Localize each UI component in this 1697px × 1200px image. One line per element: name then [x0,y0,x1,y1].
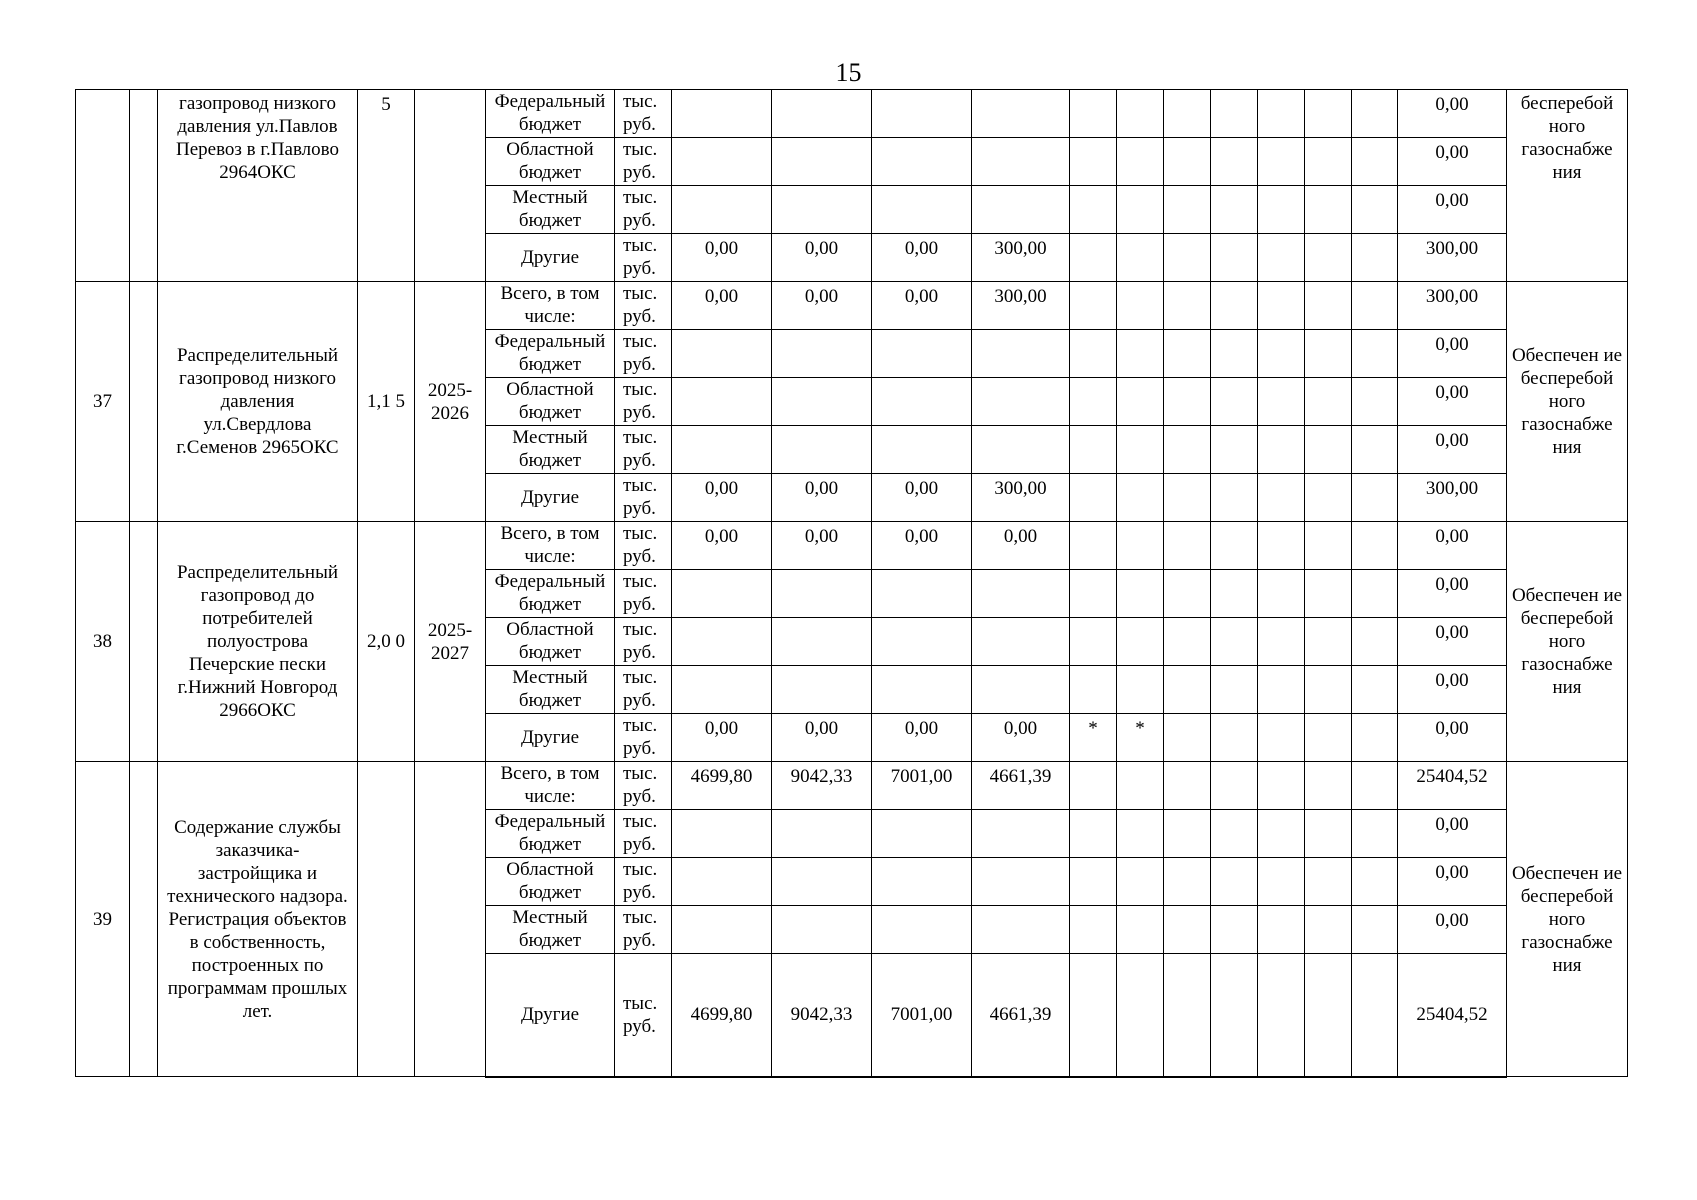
empty-cell [1258,474,1305,522]
amount-cell: 0,00 [672,234,772,282]
empty-cell [1352,330,1398,378]
funding-source: Местный бюджет [486,426,615,474]
unit-cell: тыс. руб. [615,186,672,234]
amount-cell: 0,00 [872,474,972,522]
marker-cell: * [1070,714,1117,762]
total-cell: 0,00 [1398,810,1507,858]
empty-cell [1352,378,1398,426]
empty-cell [1164,666,1211,714]
funding-source: Всего, в том числе: [486,282,615,330]
empty-cell [1352,714,1398,762]
unit-cell: тыс. руб. [615,474,672,522]
marker-cell [1070,474,1117,522]
amount-cell: 0,00 [672,474,772,522]
amount-cell [972,906,1070,954]
empty-cell [1164,954,1211,1077]
amount-cell: 9042,33 [772,954,872,1077]
period-cell: 2025- 2026 [415,282,486,522]
amount-cell [972,186,1070,234]
empty-cell [1305,954,1352,1077]
page-number: 15 [835,58,862,87]
empty-cell [1352,618,1398,666]
empty-cell [1305,810,1352,858]
funding-source: Областной бюджет [486,618,615,666]
empty-cell [1211,138,1258,186]
row-number [76,90,130,282]
empty-cell [1211,378,1258,426]
empty-cell [1211,618,1258,666]
empty-cell [1258,522,1305,570]
empty-cell [1164,858,1211,906]
marker-cell [1117,762,1164,810]
unit-cell: тыс. руб. [615,762,672,810]
empty-cell [1258,762,1305,810]
marker-cell [1117,138,1164,186]
marker-cell [1070,234,1117,282]
empty-cell [1352,666,1398,714]
table-row [76,522,1628,570]
funding-source: Областной бюджет [486,858,615,906]
marker-cell [1070,378,1117,426]
amount-cell: 4661,39 [972,762,1070,810]
object-name: Распределительный газопровод до потребителей полуострова Печерские пески г.Нижний Новгород 2966ОКС [158,522,358,762]
marker-cell [1117,330,1164,378]
amount-cell [872,90,972,138]
amount-cell [972,570,1070,618]
row-number: 37 [76,282,130,522]
empty-cell [1305,570,1352,618]
unit-cell: тыс. руб. [615,234,672,282]
empty-cell [1305,330,1352,378]
row-number: 38 [76,522,130,762]
empty-cell [1211,234,1258,282]
empty-cell [1211,522,1258,570]
marker-cell [1070,906,1117,954]
funding-source: Местный бюджет [486,906,615,954]
empty-cell [1258,810,1305,858]
amount-cell [872,906,972,954]
empty-cell [1352,810,1398,858]
total-cell: 0,00 [1398,138,1507,186]
empty-cell [1258,954,1305,1077]
funding-source: Местный бюджет [486,186,615,234]
total-cell: 25404,52 [1398,762,1507,810]
marker-cell [1117,522,1164,570]
amount-cell [872,138,972,186]
empty-cell [1305,378,1352,426]
funding-source: Всего, в том числе: [486,762,615,810]
empty-cell [1164,138,1211,186]
marker-cell [1117,282,1164,330]
amount-cell: 0,00 [772,714,872,762]
marker-cell [1117,426,1164,474]
period-cell [415,90,486,282]
blank-cell [130,282,158,522]
empty-cell [1258,90,1305,138]
empty-cell [1258,378,1305,426]
table-row [76,762,1628,810]
amount-cell: 300,00 [972,474,1070,522]
amount-cell: 0,00 [872,282,972,330]
funding-source: Другие [486,234,615,282]
amount-cell [872,426,972,474]
unit-cell: тыс. руб. [615,90,672,138]
funding-source: Другие [486,954,615,1077]
empty-cell [1352,426,1398,474]
amount-cell [972,138,1070,186]
amount-cell: 0,00 [672,282,772,330]
empty-cell [1352,186,1398,234]
empty-cell [1211,186,1258,234]
amount-cell: 0,00 [872,234,972,282]
empty-cell [1352,858,1398,906]
amount-cell [872,810,972,858]
empty-cell [1211,426,1258,474]
empty-cell [1305,666,1352,714]
amount-cell [972,330,1070,378]
marker-cell [1070,282,1117,330]
amount-cell: 4699,80 [672,954,772,1077]
empty-cell [1164,762,1211,810]
total-cell: 0,00 [1398,426,1507,474]
total-cell: 0,00 [1398,522,1507,570]
blank-cell [130,522,158,762]
total-cell: 0,00 [1398,906,1507,954]
empty-cell [1305,522,1352,570]
marker-cell [1117,906,1164,954]
amount-cell: 0,00 [872,714,972,762]
empty-cell [1211,762,1258,810]
amount-cell [672,378,772,426]
empty-cell [1305,426,1352,474]
empty-cell [1164,906,1211,954]
amount-cell: 0,00 [872,522,972,570]
empty-cell [1305,762,1352,810]
empty-cell [1164,570,1211,618]
empty-cell [1164,522,1211,570]
empty-cell [1305,714,1352,762]
amount-cell: 7001,00 [872,762,972,810]
amount-cell [672,570,772,618]
object-name: Содержание службы заказчика- застройщика и технического надзора. Регистрация объектов в собственность, построенных по программам прошлых лет. [158,762,358,1077]
marker-cell [1070,90,1117,138]
unit-cell: тыс. руб. [615,954,672,1077]
amount-cell [872,378,972,426]
marker-cell [1070,138,1117,186]
unit-cell: тыс. руб. [615,810,672,858]
amount-cell: 0,00 [672,714,772,762]
marker-cell [1117,474,1164,522]
total-cell: 25404,52 [1398,954,1507,1077]
amount-cell [972,426,1070,474]
result-cell: Обеспечен ие бесперебой ного газоснабже ния [1507,282,1628,522]
funding-source: Областной бюджет [486,138,615,186]
result-cell: Обеспечен ие бесперебой ного газоснабже ния [1507,762,1628,1077]
empty-cell [1211,906,1258,954]
result-cell: бесперебой ного газоснабже ния [1507,90,1628,282]
table-row [76,282,1628,330]
empty-cell [1352,906,1398,954]
empty-cell [1211,858,1258,906]
table-body [76,90,1628,1077]
empty-cell [1305,282,1352,330]
empty-cell [1352,570,1398,618]
empty-cell [1305,90,1352,138]
amount-cell [772,138,872,186]
marker-cell [1117,618,1164,666]
empty-cell [1164,90,1211,138]
length-cell: 1,1 5 [358,282,415,522]
amount-cell: 0,00 [772,234,872,282]
period-cell [415,762,486,1077]
total-cell: 0,00 [1398,714,1507,762]
empty-cell [1258,330,1305,378]
empty-cell [1211,570,1258,618]
empty-cell [1164,426,1211,474]
funding-source: Федеральный бюджет [486,810,615,858]
amount-cell [972,378,1070,426]
marker-cell [1070,666,1117,714]
unit-cell: тыс. руб. [615,330,672,378]
amount-cell [972,858,1070,906]
empty-cell [1258,570,1305,618]
empty-cell [1258,186,1305,234]
empty-cell [1305,186,1352,234]
total-cell: 300,00 [1398,474,1507,522]
amount-cell [872,570,972,618]
unit-cell: тыс. руб. [615,666,672,714]
amount-cell: 300,00 [972,282,1070,330]
empty-cell [1258,858,1305,906]
funding-table [75,89,1628,1078]
funding-source: Другие [486,474,615,522]
total-cell: 0,00 [1398,90,1507,138]
amount-cell: 300,00 [972,234,1070,282]
result-cell: Обеспечен ие бесперебой ного газоснабже ния [1507,522,1628,762]
empty-cell [1211,666,1258,714]
empty-cell [1258,618,1305,666]
amount-cell: 4699,80 [672,762,772,810]
empty-cell [1211,810,1258,858]
amount-cell: 0,00 [772,282,872,330]
empty-cell [1352,234,1398,282]
total-cell: 0,00 [1398,858,1507,906]
empty-cell [1352,282,1398,330]
amount-cell [672,618,772,666]
funding-source: Федеральный бюджет [486,570,615,618]
empty-cell [1352,762,1398,810]
empty-cell [1211,330,1258,378]
marker-cell [1070,858,1117,906]
marker-cell [1117,810,1164,858]
empty-cell [1258,714,1305,762]
empty-cell [1258,138,1305,186]
row-number: 39 [76,762,130,1077]
empty-cell [1211,282,1258,330]
marker-cell [1070,426,1117,474]
total-cell: 0,00 [1398,570,1507,618]
amount-cell [972,90,1070,138]
empty-cell [1164,474,1211,522]
funding-source: Всего, в том числе: [486,522,615,570]
funding-source: Местный бюджет [486,666,615,714]
unit-cell: тыс. руб. [615,426,672,474]
unit-cell: тыс. руб. [615,714,672,762]
funding-source: Федеральный бюджет [486,330,615,378]
marker-cell [1070,186,1117,234]
amount-cell [672,90,772,138]
table-row [76,90,1628,138]
funding-source: Федеральный бюджет [486,90,615,138]
empty-cell [1352,954,1398,1077]
amount-cell [672,858,772,906]
amount-cell [872,666,972,714]
marker-cell [1117,570,1164,618]
empty-cell [1305,138,1352,186]
marker-cell [1070,762,1117,810]
amount-cell [772,90,872,138]
empty-cell [1305,618,1352,666]
marker-cell [1070,954,1117,1077]
empty-cell [1164,330,1211,378]
marker-cell [1070,618,1117,666]
unit-cell: тыс. руб. [615,282,672,330]
unit-cell: тыс. руб. [615,906,672,954]
amount-cell [872,858,972,906]
unit-cell: тыс. руб. [615,618,672,666]
amount-cell [872,186,972,234]
amount-cell [972,618,1070,666]
empty-cell [1164,810,1211,858]
total-cell: 0,00 [1398,618,1507,666]
unit-cell: тыс. руб. [615,138,672,186]
empty-cell [1258,906,1305,954]
amount-cell [972,666,1070,714]
marker-cell: * [1117,714,1164,762]
unit-cell: тыс. руб. [615,522,672,570]
amount-cell: 0,00 [772,474,872,522]
empty-cell [1305,858,1352,906]
empty-cell [1164,378,1211,426]
total-cell: 300,00 [1398,234,1507,282]
amount-cell [672,186,772,234]
amount-cell: 0,00 [772,522,872,570]
amount-cell [672,330,772,378]
amount-cell [772,906,872,954]
unit-cell: тыс. руб. [615,570,672,618]
empty-cell [1352,138,1398,186]
unit-cell: тыс. руб. [615,378,672,426]
funding-source: Другие [486,714,615,762]
length-cell [358,762,415,1077]
empty-cell [1352,474,1398,522]
empty-cell [1211,474,1258,522]
marker-cell [1117,954,1164,1077]
amount-cell [772,426,872,474]
amount-cell [672,810,772,858]
amount-cell: 9042,33 [772,762,872,810]
amount-cell: 0,00 [972,714,1070,762]
object-name: газопровод низкого давления ул.Павлов Перевоз в г.Павлово 2964ОКС [158,90,358,282]
marker-cell [1070,810,1117,858]
marker-cell [1117,858,1164,906]
empty-cell [1305,906,1352,954]
marker-cell [1117,666,1164,714]
total-cell: 0,00 [1398,666,1507,714]
amount-cell: 0,00 [972,522,1070,570]
empty-cell [1164,234,1211,282]
empty-cell [1211,90,1258,138]
amount-cell [672,426,772,474]
marker-cell [1117,234,1164,282]
empty-cell [1305,234,1352,282]
marker-cell [1117,378,1164,426]
empty-cell [1352,522,1398,570]
object-name: Распределительный газопровод низкого давления ул.Свердлова г.Семенов 2965ОКС [158,282,358,522]
length-cell: 2,0 0 [358,522,415,762]
marker-cell [1070,330,1117,378]
empty-cell [1164,186,1211,234]
total-cell: 300,00 [1398,282,1507,330]
amount-cell [772,810,872,858]
amount-cell [772,378,872,426]
period-cell: 2025- 2027 [415,522,486,762]
amount-cell [772,666,872,714]
marker-cell [1070,522,1117,570]
amount-cell [872,330,972,378]
empty-cell [1164,714,1211,762]
empty-cell [1258,666,1305,714]
total-cell: 0,00 [1398,378,1507,426]
amount-cell: 4661,39 [972,954,1070,1077]
empty-cell [1211,954,1258,1077]
amount-cell [772,186,872,234]
empty-cell [1258,234,1305,282]
amount-cell [672,666,772,714]
total-cell: 0,00 [1398,330,1507,378]
amount-cell [772,330,872,378]
amount-cell: 7001,00 [872,954,972,1077]
empty-cell [1258,282,1305,330]
funding-source: Областной бюджет [486,378,615,426]
length-cell: 5 [358,90,415,282]
marker-cell [1117,186,1164,234]
amount-cell [972,810,1070,858]
amount-cell [772,618,872,666]
empty-cell [1258,426,1305,474]
empty-cell [1211,714,1258,762]
total-cell: 0,00 [1398,186,1507,234]
amount-cell [772,570,872,618]
empty-cell [1352,90,1398,138]
marker-cell [1117,90,1164,138]
empty-cell [1164,282,1211,330]
amount-cell [672,138,772,186]
marker-cell [1070,570,1117,618]
amount-cell [772,858,872,906]
empty-cell [1305,474,1352,522]
amount-cell [872,618,972,666]
unit-cell: тыс. руб. [615,858,672,906]
amount-cell [672,906,772,954]
empty-cell [1164,618,1211,666]
amount-cell: 0,00 [672,522,772,570]
blank-cell [130,90,158,282]
blank-cell [130,762,158,1077]
